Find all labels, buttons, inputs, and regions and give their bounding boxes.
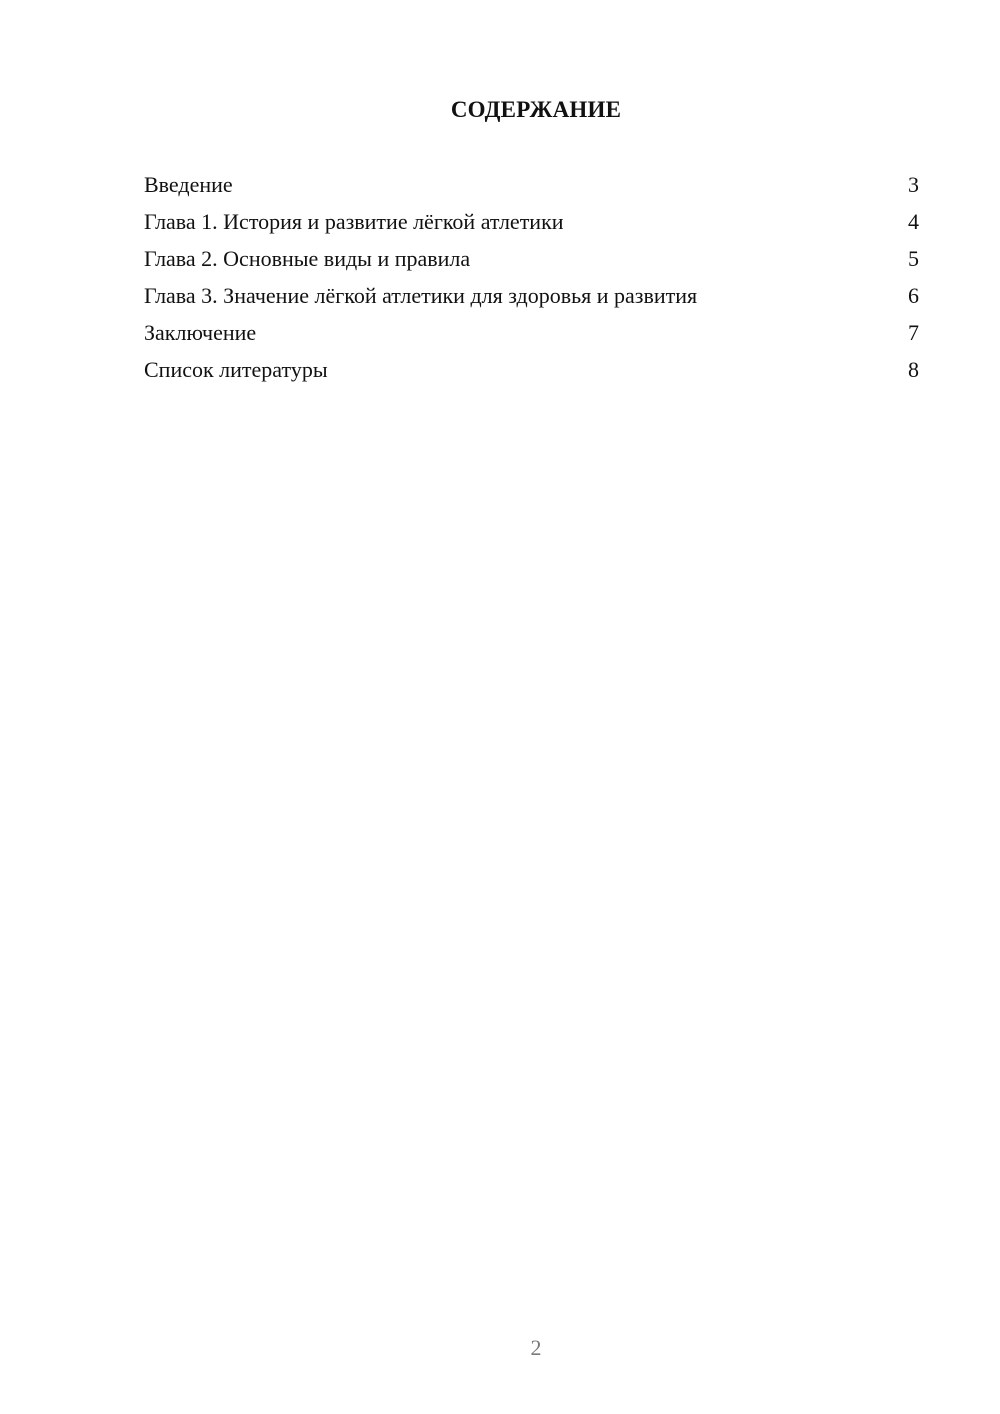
page-number: 2 [530,1335,542,1360]
toc-item-page: 8 [908,357,919,382]
toc-item-label: Глава 3. Значение лёгкой атлетики для здоровья и развития [144,283,698,308]
page-title: СОДЕРЖАНИЕ [450,97,622,122]
toc-item-chapter-3 [144,282,919,319]
toc-item-label: Заключение [144,320,257,345]
toc-item-page: 4 [908,209,919,234]
toc-item-conclusion [144,319,919,356]
toc-item-introduction [144,171,919,208]
table-of-contents [144,171,919,393]
toc-item-bibliography [144,356,919,393]
toc-item-label: Список литературы [144,357,328,382]
toc-item-label: Глава 2. Основные виды и правила [144,246,471,271]
toc-item-page: 7 [908,320,919,345]
toc-item-chapter-1 [144,208,919,245]
toc-item-label: Глава 1. История и развитие лёгкой атлетики [144,209,564,234]
toc-item-page: 6 [908,283,919,308]
toc-item-label: Введение [144,172,233,197]
toc-item-page: 3 [908,172,919,197]
toc-item-chapter-2 [144,245,919,282]
toc-item-page: 5 [908,246,919,271]
